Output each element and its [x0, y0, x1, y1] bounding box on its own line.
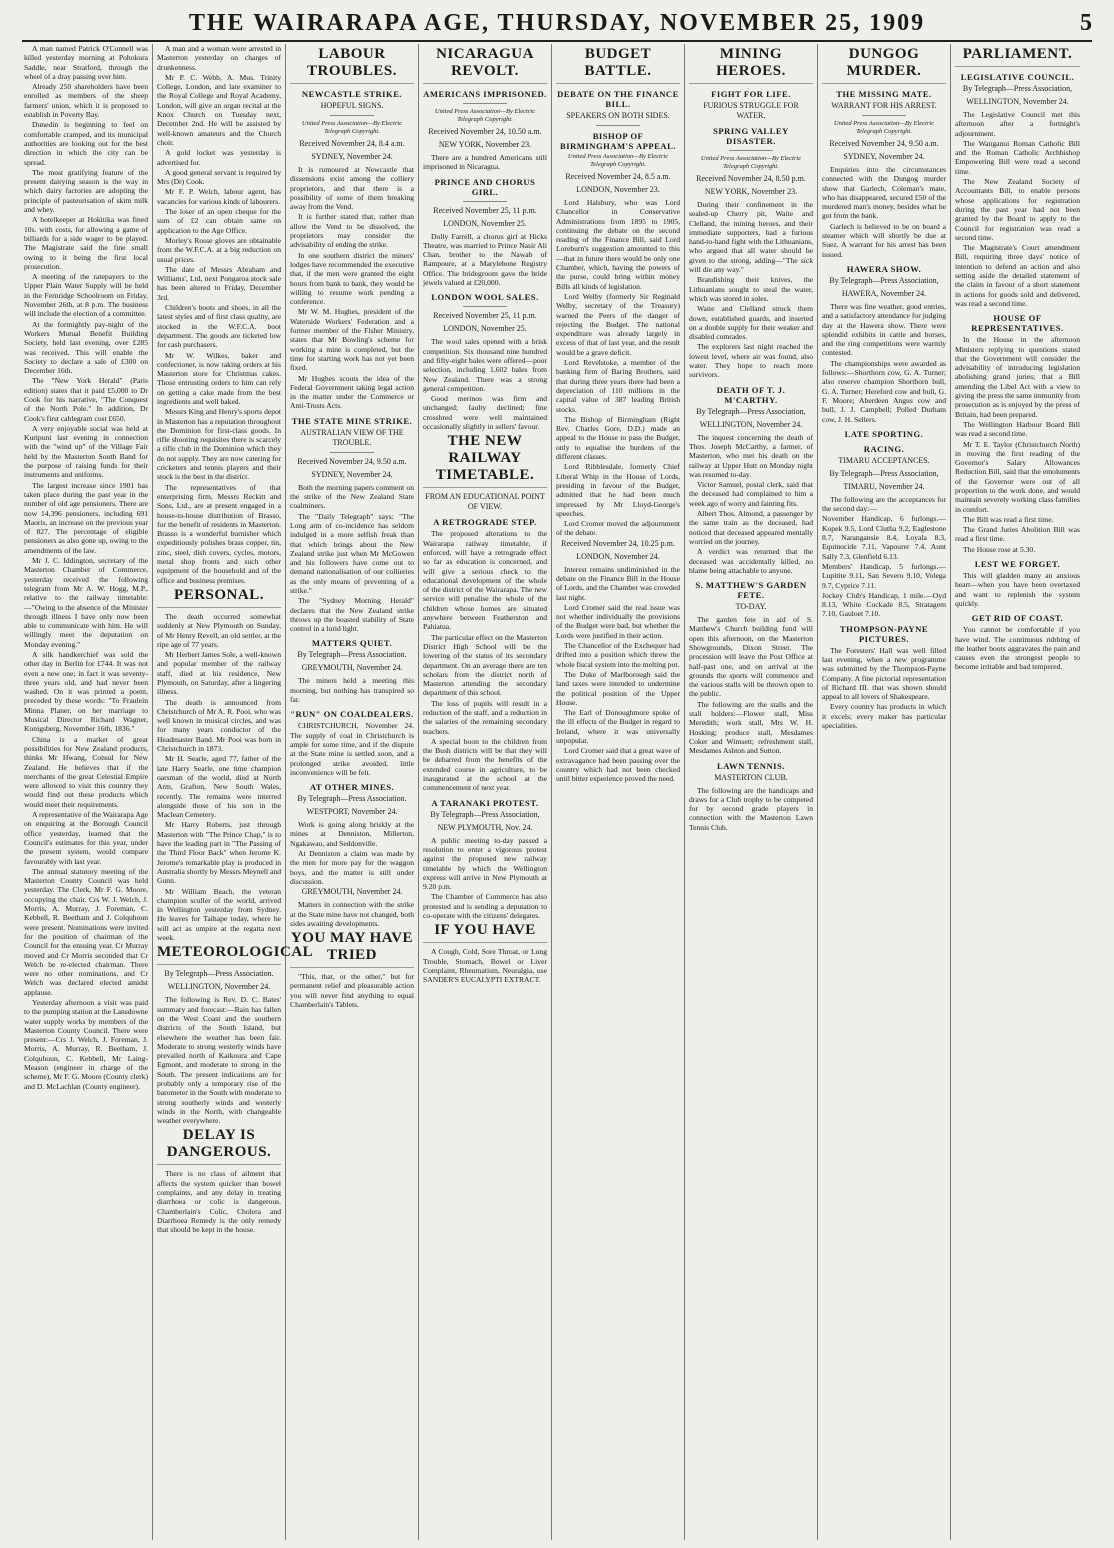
article-paragraph: The "New York Herald" (Paris edition) states that it paid £5,000 to Dr Cook for his narrative, "The Conquest of the North Pole." In addition, Dr Cook's first cablegram cost £650.	[24, 376, 148, 423]
article-paragraph: Dolly Farrell, a chorus girl at Hicks Theatre, was married to Prince Nasir Ali Chan, brother to the Nawab of Rampoure, at a Marylebone Registry Office. The bridegroom gave the bride jewels valued at £20,000.	[423, 231, 547, 288]
wire-credit: United Press Association—By Electric Telegraph Copyright.	[700, 155, 802, 170]
article-paragraph: There is no class of ailment that affects the system quicker than bowel complaints, and any delay in treating diarrhoea or colic is dangerous. Chamberlain's Colic, Cholera and Diarrhoea Remedy is the only remedy that should be kept in the house.	[157, 1169, 281, 1235]
article-paragraph: Children's boots and shoes, in all the latest styles and of first class quality, are stocked in the W.F.C.A. boot department. The goods are ticketed low for cash purchasers.	[157, 303, 281, 350]
article-subheading: HAWERA SHOW.	[846, 263, 922, 274]
article-paragraph: In one southern district the miners' lodges have recommended the executive that, if the men were granted the eight hours from bank to bank, they would be willing to resume work pending a conference.	[290, 250, 414, 307]
article-subheading: GET RID OF COAST.	[971, 613, 1064, 624]
article-paragraph: Interest remains undiminished in the debate on the Finance Bill in the House of Lords, and the Chamber was crowded last night.	[556, 564, 680, 602]
article-paragraph: Lord Revelstoke, a member of the banking firm of Baring Brothers, said that during three years there had been a depreciation of 110 millions in the capital value of 387 leading British stocks.	[556, 358, 680, 414]
article-subheading: THOMPSON-PAYNE PICTURES.	[839, 623, 929, 644]
dateline: Received November 24, 9.50 a.m.	[297, 456, 407, 466]
article-subheading: PRINCE AND CHORUS GIRL.	[434, 176, 536, 197]
column-7	[818, 44, 951, 1540]
dateline: TIMARU, November 24.	[843, 481, 925, 491]
article-paragraph: The championships were awarded as follows:—Shorthorn cow, G. A. Turner; also reserve champion Shorthorn bull, G. A. Turner; Hereford cow and bull, G. F. Moore; Aberdeen Angus cow and bull, J. J. Campbell; Polled Durham cow, J. H. Sellers.	[822, 358, 946, 424]
article-paragraph: Lord Halsbury, who was Lord Chancellor in Conservative Administrations from 1895 to 1905, continuing the debate on the second reading of the Finance Bill, said Lord Loreburn's suggestion amounted to this—that in future there would be only one Chamber, which, having the powers of the purse, could bring within money Bills all kinds of legislation.	[556, 198, 680, 291]
article-subheading: THE MISSING MATE.	[836, 89, 932, 99]
newspaper-title: THE WAIRARAPA AGE, THURSDAY, NOVEMBER 25, 1909	[188, 10, 926, 36]
article-subheading: A TARANAKI PROTEST.	[431, 797, 539, 808]
article-paragraph: A good general servant is required by Mrs (Dr) Cook.	[157, 167, 281, 187]
dateline: By Telegraph—Press Association,	[430, 809, 540, 819]
article-paragraph: Morley's Rosse gloves are obtainable from the W.F.C.A. at a big reduction on usual prices.	[157, 235, 281, 264]
article-paragraph: The wool sales opened with a brisk competition. Six thousand nine hundred and fifty-eight bales were offered—poor selection, including 1,602 bales from New Zealand. There was a strong general competition.	[423, 337, 547, 393]
column-3	[286, 44, 419, 1540]
article-subheading: "RUN" ON COALDEALERS.	[290, 709, 414, 720]
dateline: NEW PLYMOUTH, Nov. 24.	[437, 822, 533, 832]
dateline: HAWERA, November 24.	[841, 288, 927, 298]
race-entry: Members' Handicap, 5 furlongs.—Lupitite 9.11, San Severo 9.10, Volega 9.7, Cyprice 7.11.	[822, 561, 946, 590]
article-paragraph: Mr W. M. Hughes, president of the Waterside Workers' Federation and a former member of the Fisher Ministry, states that Mr Bowling's scheme for working a mine is completed, but the time for starting work has not yet been fixed.	[290, 307, 414, 373]
article-paragraph: Mr T. E. Taylor (Christchurch North) in moving the first reading of the Governor's Salary Allowances Reduction Bill, said that the emoluments of the Governor were out of all proportion to the work done, and would maintain severely working class families in comfort.	[955, 439, 1080, 514]
dateline: By Telegraph—Press Association.	[297, 794, 407, 804]
article-paragraph: China is a market of great possibilities for New Zealand products, thinks Mr Hwang, Consul for New Zealand. He believes that if the merchants of the great Celestial Empire were allowed to visit this country they would find out these products which would meet their requirements.	[24, 734, 148, 809]
divider	[330, 452, 375, 453]
divider	[729, 150, 774, 151]
article-headline: PARLIAMENT.	[955, 46, 1080, 67]
article-paragraph: Already 250 shareholders have been enrolled as members of the sheep farmers' union, which it is proposed to establish in Poverty Bay.	[24, 82, 148, 120]
dateline: GREYMOUTH, November 24.	[301, 887, 403, 897]
divider	[463, 201, 508, 202]
article-subheading: MATTERS QUIET.	[311, 638, 393, 649]
article-subheading: FURIOUS STRUGGLE FOR WATER.	[703, 101, 799, 120]
article-headline: DELAY IS DANGEROUS.	[157, 1127, 281, 1165]
article-paragraph: The Foresters' Hall was well filled last evening, when a new programme was submitted by the Thompson-Payne Company. A fine pictorial representation of Richard III. that was shown should appeal to all lovers of Shakespeare.	[822, 645, 946, 702]
article-subheading: FIGHT FOR LIFE.	[711, 89, 791, 99]
article-paragraph: It is further stated that, rather than allow the Vend to be dissolved, the proprietors may consider the advisability of ending the strike.	[290, 212, 414, 250]
article-paragraph: Every country has products in which it excels; every maker has particular specialities.	[822, 702, 946, 731]
article-subheading: AT OTHER MINES.	[309, 782, 395, 793]
article-subheading: FROM AN EDUCATIONAL POINT OF VIEW.	[425, 492, 545, 512]
article-paragraph: Albert Thos. Almond, a passenger by the same train as the deceased, had noticed that deceased appeared mentally worried on the journey.	[689, 509, 813, 546]
article-subheading: BISHOP OF BIRMINGHAM'S APPEAL.	[560, 131, 676, 151]
article-subheading: AMERICANS IMPRISONED.	[423, 89, 547, 99]
article-paragraph: The Wellington Harbour Board Bill was read a second time.	[955, 419, 1080, 439]
wire-credit: United Press Association—By Electric Telegraph Copyright.	[434, 108, 536, 123]
article-paragraph: The inquest concerning the death of Thos. Joseph McCarthy, a farmer, of Masterton, who met his death on the railway at Upper Hutt on Monday night was resumed to-day.	[689, 432, 813, 479]
article-subheading: RACING.	[863, 443, 905, 454]
article-headline: METEOROLOGICAL	[157, 944, 281, 965]
article-headline: DUNGOG MURDER.	[822, 46, 946, 84]
article-paragraph: Messrs King and Henry's sports depot in Masterton has a reputation throughout the Dominion for first-class goods. In rifle shooting requisites there is scarcely a rifle club in the Dominion which they do not supply. They are now catering for cricketers and tennis players and their stock is the best in the district.	[157, 407, 281, 482]
article-paragraph: The death is announced from Christchurch of Mr A. R. Pooi, who was well known in musical circles, and was for many years conductor of the Headmaster Band. Mr Pooi was born in Christchurch in 1873.	[157, 697, 281, 754]
article-paragraph: The Grand Juries Abolition Bill was read a first time.	[955, 525, 1080, 544]
dateline: Received November 24, 8.50 p.m.	[696, 174, 806, 183]
article-subheading: LATE SPORTING.	[844, 428, 924, 439]
article-paragraph: Good merinos was firm and unchanged; faulty declined; fine crossbred were well maintained occasionally slightly in sellers' favour.	[423, 394, 547, 432]
article-headline: IF YOU HAVE	[423, 922, 547, 943]
race-entry: Jockey Club's Handicap, 1 mile.—Oyd 8.13, White Cockade 8.5, Stratagem 7.10, Gauloet 7.10.	[822, 590, 946, 619]
article-paragraph: A silk handkerchief was sold the other day in Berlin for £744. It was not even a new one; in fact it was seventy-three years old, and had never been washed. On it was printed a poem, preceded by these words: "To Fraulein Minna Planer, on her marriage to Musical Director Richard Wagner, Konigsberg, November 16th, 1836."	[24, 650, 148, 734]
column-2	[153, 44, 314, 1540]
article-headline: YOU MAY HAVE TRIED	[290, 930, 414, 968]
article-paragraph: Garlech is believed to be on board a steamer which will shortly be due at Suez. A warrant for his arrest has been issued.	[822, 221, 946, 259]
article-paragraph: The most gratifying feature of the present dairying season is the way in which dairy factories are adopting the principle of pasteurisation of skim milk and whey.	[24, 167, 148, 215]
article-paragraph: The date of Messrs Abraham and Williams', Ltd, next Pongaroa stock sale has been altered to Friday, December 3rd.	[157, 264, 281, 302]
article-subheading: HOPEFUL SIGNS.	[320, 101, 384, 110]
article-paragraph: The annual statutory meeting of the Masterton County Council was held yesterday. The Clerk, Mr F. G. Moore, occupying the chair. Crs W. J. Welch, J. Morris, A. Murray, J. Foreman, C. Kebbell, R. Beetham and J. Colquhoun were present. Nominations were invited for the position of chairman of the Council for the ensuing year. Cr Murray moved and Cr Morris seconded that Cr Welch be re-elected chairman. There were no other nominations, and Cr Welch was declared elected amidst applause.	[24, 866, 148, 997]
article-paragraph: The loss of pupils will result in a reduction of the staff, and a reduction in the salaries of the remaining secondary teachers.	[423, 698, 547, 736]
dateline: LONDON, November 25.	[443, 218, 527, 228]
masthead	[22, 6, 1092, 42]
article-paragraph: Mr F. P. Welch, labour agent, has vacancies for various kinds of labourers.	[157, 187, 281, 206]
article-paragraph: Work is going along briskly at the mines at Denniston, Millerton, Ngakawau, and Seddonville.	[290, 820, 414, 848]
dateline: SYDNEY, November 24.	[311, 152, 393, 161]
article-paragraph: A public meeting to-day passed a resolution to enter a vigorous protest against the proposed new railway timetable by which the Wellington express will arrive in New Plymouth at 9.20 p.m.	[423, 835, 547, 892]
article-subheading: LEGISLATIVE COUNCIL.	[960, 72, 1075, 82]
article-paragraph: It is rumoured at Newcastle that dissensions exist among the colliery proprietors, and that there is a possibility of some of them breaking away from the Vend.	[290, 165, 414, 212]
article-paragraph: The New Zealand Society of Accountants Bill, to enable persons whose applications for registration during the past year had not been granted by the Board to apply to the Council for registration was read a second time.	[955, 177, 1080, 242]
dateline: By Telegraph—Press Association,	[696, 406, 806, 416]
divider	[862, 115, 907, 116]
article-paragraph: Lord Cromer said the real issue was not whether individually the provisions of the Budget were bad, but whether the Lords were justified in their action.	[556, 602, 680, 640]
wire-credit: United Press Association—By Electric Telegraph Copyright.	[567, 153, 669, 168]
article-subheading: SPRING VALLEY DISASTER.	[713, 126, 789, 146]
divider	[463, 103, 508, 104]
article-paragraph: Lord Cromer moved the adjournment of the debate.	[556, 519, 680, 538]
article-paragraph: The following are the stalls and the stall holders:—Flower stall, Miss Meredith; work stall, Mrs W. H. Hosking; produce stall, Mesdames Coker and Wimsett; refreshment stall, Mesdames Ashton and Sutton.	[689, 699, 813, 756]
article-paragraph: Yesterday afternoon a visit was paid to the pumping station at the Lansdowne water supply works by members of the Masterton County Council. There were present:—Crs J. Welch, J. Foreman, J. Morris, A. Murray, R. Beetham, J. Colquhoun, C. Kebbell, Mr Laing-Meason (engineer in charge of the scheme), Mr F. G. Moore (County clerk) and D. McLachlan (County engineer).	[24, 997, 148, 1091]
divider	[463, 306, 508, 307]
article-paragraph: Both the morning papers comment on the strike of the New Zealand State coalminers.	[290, 482, 414, 511]
article-paragraph: Mr J. C. Iddington, secretary of the Masterton Chamber of Commerce, yesterday received the following telegram from Mr A. W. Hogg, M.P., relative to the railway timetable:—"Owing to the absence of the Minister through illness I have only now been able to communicate with him. He will willingly meet the deputation on Monday evening."	[24, 556, 148, 649]
article-paragraph: A representative of the Wairarapa Age on enquiring at the Borough Council office yesterday, learned that the Council's estimates for this year, under the present system, would compare favourably with last year.	[24, 810, 148, 866]
column-5	[552, 44, 685, 1540]
article-paragraph: Dunedin is beginning to feel on comfortable cramped, and its municipal authorities are looking out for the best direction in which the city can be spread.	[24, 120, 148, 167]
article-paragraph: A verdict was returned that the deceased was accidentally killed, no blame being attachable to anyone.	[689, 547, 813, 575]
divider	[596, 125, 641, 126]
race-entry: November Handicap, 6 furlongs.—Kopek 9.5, Lord Clutha 9.2, Eaglestone 8.7, Narangansie 8.4, Loyala 8.3, Equinocide 7.11, Vapourer 7.4, Aunt Sally 7.3, Glenfield 6.13.	[822, 514, 946, 561]
article-paragraph: The Duke of Marlborough said the land taxes were intended to undermine the political position of the Upper House.	[556, 669, 680, 707]
wire-credit: United Press Association—By Electric Telegraph Copyright.	[833, 120, 935, 135]
article-paragraph: Mr William Beach, the veteran champion sculler of the world, arrived in Wellington yesterday from Sydney. He leaves for Taihape today, where he will act as umpire at the regatta next week.	[157, 886, 281, 943]
dateline: WELLINGTON, November 24.	[966, 97, 1069, 106]
article-subheading: DEATH OF T. J. M'CARTHY.	[716, 384, 786, 405]
article-paragraph: The Magistrate's Court amendment Bill, requiring three days' notice of intention to defend an action and also setting aside the detailed statement of the claim in favour of a short statement in actions for goods sold and delivered, was read a second time.	[955, 243, 1080, 308]
article-paragraph: The explorers last night reached the lowest level, where air was found, also water. They hope to reach more survivors.	[689, 342, 813, 380]
article-paragraph: The Bishop of Birmingham (Right Rev. Charles Gore, D.D.) made an appeal to the House to pass the Budget, only to equalise the burdens of the different classes.	[556, 414, 680, 462]
columns-container	[20, 44, 1096, 1540]
article-paragraph: The proposed alterations to the Wairarapa railway timetable, if enforced, will have a retrograde effect so far as education is concerned, and will give a serious check to the educational development of the whole of the district of the Wairarapa. The new service will penalise the whole of the children whose homes are situated anywhere between Featherston and Pahiatua.	[423, 529, 547, 632]
article-headline: THE NEW RAILWAY TIMETABLE.	[423, 433, 547, 488]
article-paragraph: Mr Hughes scouts the idea of the Federal Government taking legal action in the matter under the Commerce or Anti-Trusts Acts.	[290, 373, 414, 411]
article-subheading: LONDON WOOL SALES.	[431, 292, 539, 303]
article-paragraph: The House rose at 5.30.	[963, 544, 1036, 554]
dateline: LONDON, November 25.	[443, 324, 527, 334]
dateline: LONDON, November 24.	[576, 551, 660, 561]
dateline: By Telegraph—Press Association.	[164, 969, 274, 979]
dateline: By Telegraph—Press Association.	[297, 650, 407, 660]
article-subheading: DEBATE ON THE FINANCE BILL.	[557, 89, 679, 109]
column-1	[20, 44, 153, 1540]
article-paragraph: The Chamber of Commerce has also protested and is sending a deputation to co-operate with the citizens' delegates.	[423, 892, 547, 921]
dateline: SYDNEY, November 24.	[311, 469, 393, 479]
column-6	[685, 44, 818, 1540]
article-paragraph: There was fine weather, good entries, and a satisfactory attendance for judging day at the Hawera show. There were splendid exhibits in cattle and horses, and the ring competitions were warmly contested.	[822, 301, 946, 358]
article-paragraph: The largest increase since 1901 has taken place during the past year in the number of old age pensioners. There are now 14,396 pensioners, including 691 Maoris, an increase on the previous year of 827. The percentage of eligible pensioners as also gone up, owing to the amendments of the law.	[24, 480, 148, 555]
dateline: By Telegraph—Press Association,	[962, 84, 1073, 93]
article-paragraph: Lord Ribblesdale, formerly Chief Liberal Whip in the House of Lords, presiding in favour of the Budget, admitted that he had been much impressed by Mr Lloyd-George's speeches.	[556, 462, 680, 518]
article-paragraph: At Denniston a claim was made by the men for more pay for the waggon boys, and the matter is still under discussion.	[290, 849, 414, 886]
dateline: SYDNEY, November 24.	[843, 152, 925, 161]
article-paragraph: Waite and Clelland struck them down, established guards, and inserted on a double supply for their weaker and disabled comrades.	[689, 304, 813, 342]
article-paragraph: During their confinement in the sealed-up Cherry pit, Waite and Clelland, the mining heroes, and their immediate supporters, had a furious hand-to-hand fight with the Lithuanians, who argued that all water should be given to the strong, adding—"The sick will die any way."	[689, 200, 813, 275]
dateline: By Telegraph—Press Association,	[829, 468, 939, 478]
article-headline: LABOUR TROUBLES.	[290, 46, 414, 84]
article-paragraph: The Legislative Council met this afternoon after a fortnight's adjournment.	[955, 110, 1080, 138]
dateline: Received November 24, 8.4 a.m.	[299, 139, 405, 148]
article-paragraph: Matters in connection with the strike at the State mine have not changed, both sides awaiting developments.	[290, 900, 414, 928]
article-paragraph: Enquiries into the circumstances connected with the Dungog murder show that Garlech, Coleman's mate, who has disappeared, secured £50 of the murdered man's money, besides what he got from the bank.	[822, 165, 946, 221]
column-4	[419, 44, 552, 1540]
article-headline: BUDGET BATTLE.	[556, 46, 680, 84]
article-paragraph: At the fortnightly pay-night of the Workers Mutual Benefit Building Society, held last evening, over £285 was received. This will enable the Society to declare a sale of £300 on December 16th.	[24, 319, 148, 376]
article-paragraph: The loser of an open cheque for the sum of £2 can obtain same on application to the Age Office.	[157, 207, 281, 235]
dateline: WESTPORT, November 24.	[306, 807, 398, 817]
article-subheading: A RETROGRADE STEP.	[433, 517, 537, 528]
divider	[330, 115, 375, 116]
article-paragraph: The "Daily Telegraph" says: "The Long arm of co-incidence has seldom indulged in a more selfish freak than that which brings about the New Zealand strike just when Mr McGowen and his followers have come out to demand nationalisation of our collieries as the only means of preventing of a strike."	[290, 511, 414, 595]
dateline: Received November 24, 8.5 a.m.	[565, 172, 671, 181]
article-headline: PERSONAL.	[157, 587, 281, 608]
article-paragraph: This will gladden many an anxious heart—when you have been overtaxed and want to replenish the system quickly.	[955, 571, 1080, 608]
article-paragraph: A man and a woman were arrested in Masterton yesterday on charges of drunkenness.	[157, 44, 281, 72]
dateline: By Telegraph—Press Association,	[829, 275, 939, 285]
dateline: LONDON, November 23.	[576, 185, 660, 194]
article-paragraph: In the House in the afternoon Ministers replying to questions stated that the Government will consider the advisability of introducing legislation abolishing grand juries; that a Bill amending the Libel Act with a view to giving the press the same immunity from prosecution as is enjoyed by the press of Britain, had been prepared.	[955, 335, 1080, 419]
article-paragraph: A hotelkeeper at Hokitika was fined 10s. with costs, for allowing a game of billiards for a side wager to be played. The Magistrate said the fine small owing to it being the first local prosecution.	[24, 215, 148, 271]
article-paragraph: A Cough, Cold, Sore Throat, or Lung Trouble, Stomach, Bowel or Liver Complaint, Rheumatism, Neuralgia, use SANDER'S EUCALYPTI EXTRACT.	[423, 947, 547, 985]
article-paragraph: Lord Cromer said that a great wave of extravagance had been passing over the country which had not been checked until bitter experience proved the need.	[556, 746, 680, 784]
article-subheading: NEWCASTLE STRIKE.	[301, 89, 403, 99]
article-paragraph: Lord Welby (formerly Sir Reginald Welby, secretary of the Treasury) warned the Peers of the danger of rejecting the Budget. The national expenditure was already largely in excess of that of last year, and the result would be a grave deficit.	[556, 291, 680, 357]
dateline: Received November 25, 11 p.m.	[433, 311, 537, 321]
article-paragraph: The following are the handicaps and draws for a Club trophy to be competed for by second grade players in connection with the Masterton Lawn Tennis Club.	[689, 785, 813, 832]
article-paragraph: The "Sydney Morning Herald" declares that the New Zealand strike throws up the boasted stability of State control in a lurid light.	[290, 596, 414, 634]
article-headline: MINING HEROES.	[689, 46, 813, 84]
dateline: WELLINGTON, November 24.	[699, 419, 803, 429]
article-subheading: WARRANT FOR HIS ARREST.	[831, 101, 937, 110]
article-subheading: AUSTRALIAN VIEW OF THE TROUBLE.	[300, 427, 404, 447]
article-paragraph: Mr Herbert James Sole, a well-known and popular member of the railway staff, died at his residence, New Plymouth, on Saturday, after a lingering illness.	[157, 650, 281, 697]
article-paragraph: Mr Harry Roberts, just through Masterton with "The Prince Chap," is to have the leading part in "The Passing of the Third Floor Back" when Jerome K. Jerome's remarkable play is produced in Australia shortly by Messrs Meynell and Gunn.	[157, 820, 281, 886]
article-paragraph: You cannot be comfortable if you have wind. The continuous rubbing of the leather boots aggravates the pain and causes even the strongest people to become irritable and bad tempered.	[955, 625, 1080, 672]
article-paragraph: The particular effect on the Masterton District High School will be the lowering of the status of its secondary department. On an average there are ten scholars from the district north of Masterton attending the secondary department of this school.	[423, 632, 547, 698]
article-paragraph: Brandishing their knives, the Lithuanians sought to steal the water, which was stored in soles.	[689, 275, 813, 303]
article-subheading: THE STATE MINE STRIKE.	[291, 415, 413, 426]
article-subheading: MASTERTON CLUB.	[714, 772, 788, 782]
dateline: Received November 24, 10.50 a.m.	[428, 127, 542, 136]
dateline: GREYMOUTH, November 24.	[301, 663, 403, 673]
article-paragraph: The following is Rev. D. C. Bates' summary and forecast:—Rain has fallen on the West Coast and the southern districts of the South Island, but elsewhere the weather has been fair. Moderate to strong westerly winds have prevailed north of Kaikoura and Cape Egmont, and moderate to strong in the South. The present indications are for probably only a temporary rise of the barometer in the South with moderate to strong southerly winds and westerly winds in the North, with changeable weather everywhere.	[157, 995, 281, 1126]
article-paragraph: Victor Samuel, postal clerk, said that the deceased had complained to him a week ago of worry and fainting fits.	[689, 480, 813, 508]
article-subheading: TIMARU ACCEPTANCES.	[838, 455, 930, 465]
article-paragraph: The Bill was read a first time.	[963, 514, 1054, 524]
article-paragraph: Mr W. Wilkes, baker and confectioner, is now taking orders at his Masterton store for Christmas cakes. Those entrusting orders to him can rely on getting a cake made from the best ingredients and well baked.	[157, 350, 281, 406]
article-paragraph: The Wanganui Roman Catholic Bill and the Roman Catholic Archbishop Empowering Bill were read a second time.	[955, 138, 1080, 176]
article-subheading: HOUSE OF REPRESENTATIVES.	[971, 313, 1064, 334]
article-paragraph: Mr P. C. Webb, A. Mus. Trinity College, London, and late examiner to the Royal College and Royal Academy, London, will give an organ recital at the Knox Church on Tuesday next, December 2nd. He will be assisted by well-known amateurs and the Church choir.	[157, 72, 281, 147]
article-paragraph: The Chancellor of the Exchequer had drifted into a position which threw the whole fiscal system into the melting pot.	[556, 641, 680, 669]
dateline: Received November 24, 9.50 a.m.	[829, 139, 939, 148]
article-subheading: S. MATTHEW'S GARDEN FETE.	[695, 580, 807, 601]
dateline: Received November 25, 11 p.m.	[433, 205, 537, 215]
article-paragraph: The miners held a meeting this morning, but nothing has transpired so far.	[290, 676, 414, 705]
dateline: NEW YORK, November 23.	[438, 140, 532, 149]
article-subheading: SPEAKERS ON BOTH SIDES.	[566, 111, 670, 120]
article-subheading: LAWN TENNIS.	[717, 760, 785, 771]
article-paragraph: A gold locket was yesterday is advertised for.	[157, 148, 281, 167]
article-paragraph: A man named Patrick O'Connell was killed yesterday morning at Pohokura Saddle, near Stratford, through the wheel of a dray passing over him.	[24, 44, 148, 81]
article-paragraph: A meeting of the ratepayers to the Upper Plain Water Supply will be held in the Fernridge Schoolroom on Friday, November 26th, at 8 p.m. The business will include the election of a committee.	[24, 272, 148, 319]
article-paragraph: The Earl of Donoughmore spoke of the ill effects of the Budget in regard to Ireland, where it was universally unpopular.	[556, 708, 680, 746]
dateline: Received November 24, 10.25 p.m.	[561, 538, 675, 548]
page-number: 5	[1080, 10, 1092, 36]
article-paragraph: The following are the acceptances for the second day:—	[822, 494, 946, 514]
article-paragraph: CHRISTCHURCH, November 24. The supply of coal in Christchurch is ample for some time, and if the dispute at the State mine is settled soon, and a prolonged strike avoided, little inconvenience will be felt.	[290, 721, 414, 777]
wire-credit: United Press Association—By Electric Telegraph Copyright.	[301, 120, 403, 135]
column-8	[951, 44, 1084, 1540]
article-subheading: TO-DAY.	[735, 602, 767, 612]
article-paragraph: A very enjoyable social was held at Kuripuni last evening in connection with the "wind up" of the Village Fair held by the Masterton South Band for the purpose of raising funds for their instruments and uniforms.	[24, 423, 148, 480]
dateline: NEW YORK, November 23.	[704, 187, 798, 196]
dateline: WELLINGTON, November 24.	[167, 982, 271, 992]
article-paragraph: A special boon to the children from the Bush districts will be that they will be debarred from the benefits of the extended course in agriculture, to be inaugurated at the school at the commencement of next year.	[423, 736, 547, 793]
article-paragraph: The death occurred somewhat suddenly at New Plymouth on Sunday, of Mr Henry Revell, an old settler, at the ripe age of 77 years.	[157, 611, 281, 649]
article-paragraph: "This, that, or the other," but for permanent relief and pleasurable action you will never find anything to equal Chamberlain's Tablets.	[290, 972, 414, 1009]
article-paragraph: The garden fete in aid of S. Matthew's Church building fund will open this afternoon, on the Masterton Showgrounds, Dixon Street. The procession will leave the Post Office at half-past one, and on arrival at the grounds the sports will commence and the various stalls will be thrown open to the public.	[689, 615, 813, 699]
article-subheading: LEST WE FORGET.	[974, 559, 1061, 570]
article-paragraph: Mr H. Searle, aged 77, father of the late Harry Searle, one time champion oarsman of the world, died at North Arm, Grafton, New South Wales, recently. The remains were interred alongside those of his son in the Maclean Cemetery.	[157, 754, 281, 820]
article-paragraph: The representatives of that enterprising firm, Messrs Reckitt and Sons, Ltd., are at present engaged in a house-to-house distribution of Brasso, for the benefit of residents in Masterton. Brasso is a wonderful burnisher which expeditiously polishes brass copper, tin, zinc, steel, dish covers, cycles, motors, metal shop fronts and such other equipment of the household and of the office and business premises.	[157, 482, 281, 585]
article-paragraph: There are a hundred Americans still imprisoned in Nicaragua.	[423, 153, 547, 172]
article-headline: NICARAGUA REVOLT.	[423, 46, 547, 84]
